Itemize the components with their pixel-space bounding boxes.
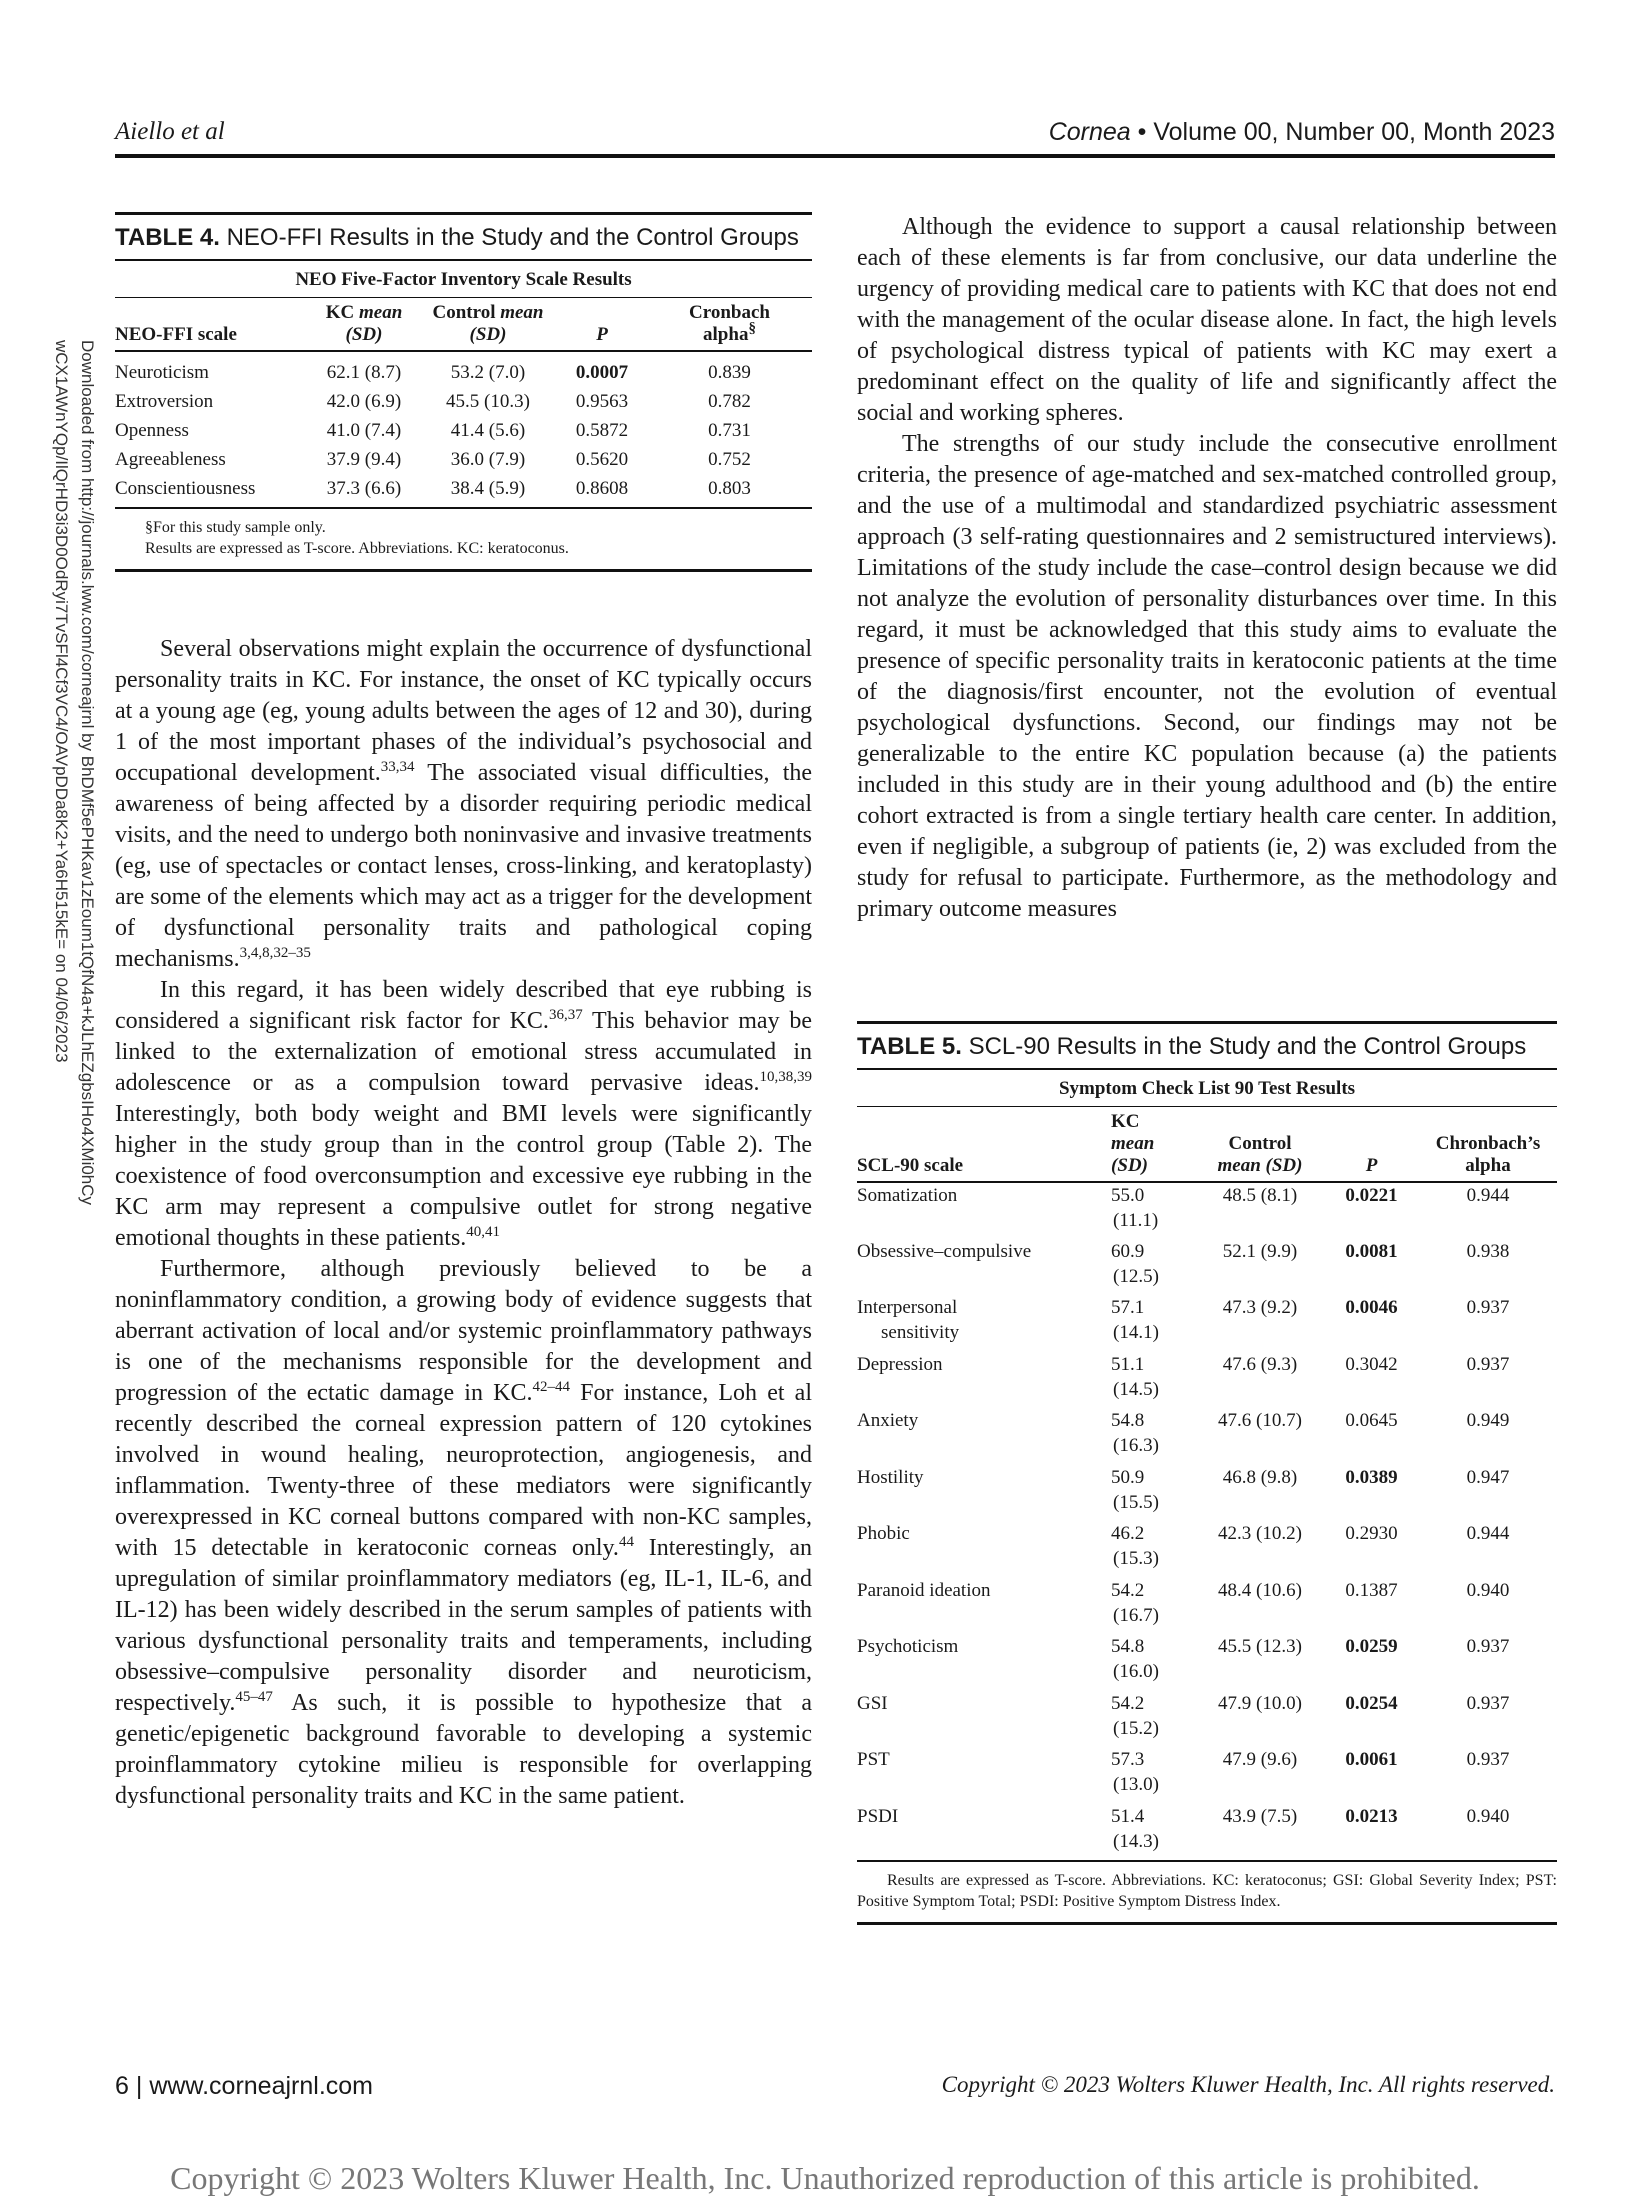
cell-p: 0.2930: [1345, 1523, 1398, 1544]
table-row: [115, 351, 812, 387]
cell-kc: 46.2 (15.3): [1111, 1523, 1159, 1569]
cell-alpha: 0.947: [1466, 1466, 1510, 1488]
col-scale: SCL-90 scale: [857, 1155, 964, 1176]
watermark-line-1: Downloaded from http://journals.lww.com/corneajrnl by BhDMf5ePHKav1zEoum1tQfN4a+kJLhEZgbsIHo4XMi0hCy: [78, 340, 97, 1206]
table-row: [857, 1747, 1557, 1804]
table-row: [115, 387, 812, 416]
header-journal: Cornea • Volume 00, Number 00, Month 2023: [1048, 118, 1555, 146]
cell-scale: PSDI: [857, 1805, 899, 1827]
cell-kc: 57.3 (13.0): [1111, 1749, 1159, 1795]
cell-scale: GSI: [857, 1692, 888, 1714]
cell-scale: Depression: [857, 1353, 943, 1375]
cell-ctrl: 48.5 (8.1): [1222, 1185, 1298, 1206]
table-row: [857, 1578, 1557, 1635]
table-4-note-1: §For this study sample only.: [145, 519, 326, 536]
col-alpha: Chronbach’s alpha: [1435, 1133, 1541, 1176]
cell-ctrl: 43.9 (7.5): [1222, 1805, 1298, 1827]
running-header: [115, 118, 1555, 158]
table-5-grid: [857, 1107, 1557, 1860]
table-4: [115, 212, 812, 572]
journal-url: www.corneajrnl.com: [149, 2072, 373, 2100]
table-row: [857, 1465, 1557, 1522]
cell-alpha: 0.937: [1466, 1297, 1510, 1318]
table-5-group-header: Symptom Check List 90 Test Results: [857, 1070, 1557, 1107]
cell-scale: Psychoticism: [857, 1636, 959, 1657]
left-column: [115, 212, 812, 1812]
cell-ctrl: 46.8 (9.8): [1222, 1466, 1298, 1488]
table-row: [857, 1408, 1557, 1465]
left-body-text: [115, 634, 812, 1812]
cell-scale: Neuroticism: [115, 362, 209, 383]
table-row: [115, 416, 812, 445]
cell-scale: Obsessive–compulsive: [857, 1240, 1032, 1262]
cell-kc: 37.9 (9.4): [326, 449, 402, 470]
paragraph: Furthermore, although previously believed to be a noninflammatory condition, a growing body of evidence suggests that aberrant activation of local and/or systemic proinflammatory pathways is one of the mechanisms responsible for the development and progression of the ectatic damage in KC.$^{42-44}$ For instance, Loh et al recently described the corneal expression pattern of 120 cytokines involved in wound healing, neuroprotection, angiogenesis, and inflammation. Twenty-three of these mediators were significantly overexpressed in KC corneal buttons compared with non-KC samples, with 15 detectable in keratoconic corneas only.$^{44}$ Interestingly, an upregulation of similar proinflammatory mediators (eg, IL-1, IL-6, and IL-12) has been widely described in the serum samples of patients with various dysfunctional personality traits and temperaments, including obsessive–compulsive personality disorder and neuroticism, respectively.$^{45-47}$ As such, it is possible to hypothesize that a genetic/epigenetic background favorable to developing a systemic proinflammatory cytokine milieu is responsible for overlapping dysfunctional personality traits and KC in the same patient.: [115, 1256, 813, 1809]
right-body-text: [857, 212, 1557, 925]
table-row: [857, 1804, 1557, 1861]
table-row: [857, 1634, 1557, 1691]
cell-ctrl: 52.1 (9.9): [1222, 1240, 1298, 1262]
cell-scale: Extroversion: [115, 391, 214, 412]
cell-ctrl: 47.3 (9.2): [1222, 1297, 1298, 1318]
table-5-body: [857, 1182, 1557, 1860]
journal-issue: Volume 00, Number 00, Month 2023: [1153, 118, 1555, 146]
cell-p: 0.0221: [1345, 1185, 1398, 1206]
col-p: P: [596, 324, 608, 345]
cell-ctrl: 36.0 (7.9): [450, 449, 526, 470]
copyright-banner: Copyright © 2023 Wolters Kluwer Health, Inc. Unauthorized reproduction of this article is prohibited.: [170, 2160, 1480, 2196]
table-4-grid: [115, 298, 812, 507]
col-kc: KC mean (SD): [325, 302, 403, 345]
table-4-note-2: Results are expressed as T-score. Abbreviations. KC: keratoconus.: [145, 540, 569, 557]
cell-scale: Openness: [115, 420, 189, 441]
cell-alpha: 0.949: [1466, 1410, 1510, 1431]
cell-alpha: 0.940: [1466, 1579, 1510, 1601]
cell-kc: 37.3 (6.6): [326, 478, 402, 499]
cell-kc: 62.1 (8.7): [326, 362, 402, 383]
cell-kc: 60.9 (12.5): [1111, 1240, 1159, 1287]
cell-alpha: 0.839: [708, 362, 751, 383]
page-number: 6: [115, 2072, 129, 2100]
cell-p: 0.5872: [575, 420, 629, 441]
table-row: [857, 1239, 1557, 1296]
cell-alpha: 0.944: [1466, 1185, 1510, 1206]
cell-p: 0.0254: [1345, 1692, 1398, 1714]
cell-ctrl: 48.4 (10.6): [1218, 1579, 1302, 1601]
cell-ctrl: 47.6 (10.7): [1218, 1410, 1302, 1431]
paragraph: The strengths of our study include the consecutive enrollment criteria, the presence of age-matched and sex-matched controlled group, and the use of a multimodal and standardized psychiatric assessment approach (3 self-rating questionnaires and 2 semistructured interviews). Limitations of the study include the case–control design because we did not analyze the evolution of personality disturbances over time. In this regard, it must be acknowledged that this study aims to evaluate the presence of specific personality traits in keratoconic patients at the time of the diagnosis/first encounter, not the evolution of eventual psychological dysfunctions. Second, our findings may not be generalizable to the entire KC population because (a) the patients included in this study are in their young adulthood and (b) the entire cohort extracted is from a single tertiary health care center. In addition, even if negligible, a subgroup of patients (ie, 2) was excluded from the study for refusal to participate. Furthermore, as the methodology and primary outcome measures: [857, 431, 1557, 922]
col-control: Control mean (SD): [1217, 1133, 1303, 1176]
cell-ctrl: 53.2 (7.0): [450, 362, 526, 383]
cell-p: 0.0389: [1345, 1466, 1398, 1488]
cell-ctrl: 47.9 (10.0): [1218, 1692, 1302, 1714]
cell-scale: Phobic: [857, 1523, 910, 1544]
cell-ctrl: 45.5 (10.3): [446, 391, 530, 412]
col-control: Control mean (SD): [432, 302, 544, 345]
cell-scale: Agreeableness: [115, 449, 226, 470]
cell-p: 0.9563: [575, 391, 629, 412]
cell-kc: 54.8 (16.3): [1111, 1410, 1159, 1456]
table-row: [857, 1352, 1557, 1409]
cell-alpha: 0.782: [708, 391, 751, 412]
watermark-line-2: wCX1AWnYQp/IlQrHD3i3D0OdRyi7TvSFl4Cf3VC4/OAVpDDa8K2+Ya6H515kE= on 04/06/2023: [52, 340, 71, 1063]
cell-scale: Hostility: [857, 1466, 924, 1488]
download-watermark: [48, 340, 100, 1340]
col-scale: NEO-FFI scale: [115, 324, 237, 345]
paragraph: In this regard, it has been widely described that eye rubbing is considered a significant risk factor for KC.$^{36,37}$ This behavior may be linked to the externalization of emotional stress accumulated in adolescence or as a compulsion toward pervasive ideas.$^{10,38,39}$ Interestingly, both body weight and BMI levels were significantly higher in the study group than in the control group (Table 2). The coexistence of food overconsumption and excessive eye rubbing in the KC arm may represent a compulsive outlet for strong negative emotional thoughts in these patients.$^{40,41}$: [115, 977, 813, 1251]
cell-alpha: 0.938: [1466, 1240, 1510, 1262]
table-row: [857, 1521, 1557, 1578]
page-footer-left: 6 | www.corneajrnl.com: [115, 2072, 373, 2100]
cell-ctrl: 47.9 (9.6): [1222, 1749, 1298, 1770]
paragraph: Several observations might explain the occurrence of dysfunctional personality traits in KC. For instance, the onset of KC typically occurs at a young age (eg, young adults between the ages of 12 and 30), during 1 of the most important phases of the individual’s psychosocial and occupational development.$^{33,34}$ The associated visual difficulties, the awareness of being affected by a disorder requiring periodic medical visits, and the need to undergo both noninvasive and invasive treatments (eg, use of spectacles or contact lenses, cross-linking, and keratoplasty) are some of the elements which may act as a trigger for the development of dysfunctional personality traits and pathological coping mechanisms.$^{3,4,8,32-35}$: [115, 636, 813, 972]
cell-ctrl: 47.6 (9.3): [1222, 1353, 1298, 1375]
cell-alpha: 0.937: [1466, 1353, 1510, 1375]
header-authors: Aiello et al: [115, 118, 225, 145]
table-row: [115, 445, 812, 474]
cell-p: 0.1387: [1345, 1579, 1398, 1601]
cell-scale: Conscientiousness: [115, 478, 256, 499]
cell-kc: 41.0 (7.4): [326, 420, 402, 441]
table-4-caption: TABLE 4. NEO-FFI Results in the Study and the Control Groups: [115, 215, 812, 261]
cell-kc: 54.8 (16.0): [1111, 1636, 1159, 1682]
cell-scale: Anxiety: [857, 1410, 919, 1431]
paragraph: Although the evidence to support a causal relationship between each of these elements is far from conclusive, our data underline the urgency of providing medical care to patients with KC that does not end with the management of the ocular disease alone. In fact, the high levels of psychological distress typical of patients with KC may exert a predominant effect on the quality of life and significantly affect the social and working spheres.: [857, 214, 1557, 426]
col-kc: KC mean (SD): [1111, 1111, 1155, 1176]
table-4-group-header: NEO Five-Factor Inventory Scale Results: [115, 261, 812, 298]
table-5-note: Results are expressed as T-score. Abbreviations. KC: keratoconus; GSI: Global Severity Index; PST: Positive Symptom Total; PSDI: Positive Symptom Distress Index.: [857, 1860, 1557, 1922]
table-row: [857, 1295, 1557, 1352]
cell-p: 0.0081: [1345, 1240, 1398, 1262]
cell-kc: 57.1 (14.1): [1111, 1297, 1159, 1343]
cell-alpha: 0.937: [1466, 1692, 1510, 1714]
cell-kc: 54.2 (16.7): [1111, 1579, 1159, 1626]
table-row: [857, 1691, 1557, 1748]
cell-ctrl: 42.3 (10.2): [1218, 1523, 1302, 1544]
cell-alpha: 0.731: [708, 420, 751, 441]
table-4-body: [115, 351, 812, 507]
cell-ctrl: 41.4 (5.6): [450, 420, 526, 441]
cell-ctrl: 38.4 (5.9): [450, 478, 526, 499]
cell-p: 0.8608: [575, 478, 629, 499]
table-row: [857, 1182, 1557, 1239]
right-column: [857, 212, 1557, 1925]
cell-kc: 55.0 (11.1): [1111, 1185, 1159, 1231]
cell-alpha: 0.944: [1466, 1523, 1510, 1544]
cell-kc: 42.0 (6.9): [326, 391, 402, 412]
cell-kc: 54.2 (15.2): [1111, 1692, 1159, 1739]
journal-name: Cornea: [1048, 118, 1131, 146]
cell-scale: Somatization: [857, 1185, 958, 1206]
cell-scale: PST: [857, 1749, 890, 1770]
cell-p: 0.0046: [1345, 1297, 1398, 1318]
footer-copyright: Copyright © 2023 Wolters Kluwer Health, Inc. All rights reserved.: [941, 2072, 1555, 2097]
cell-alpha: 0.803: [708, 478, 751, 499]
cell-p: 0.0259: [1345, 1636, 1398, 1657]
cell-scale: Paranoid ideation: [857, 1579, 991, 1601]
cell-alpha: 0.752: [708, 449, 751, 470]
table-5: [857, 1021, 1557, 1925]
cell-ctrl: 45.5 (12.3): [1218, 1636, 1302, 1657]
cell-p: 0.0645: [1345, 1410, 1398, 1431]
cell-p: 0.0213: [1345, 1805, 1398, 1827]
cell-alpha: 0.937: [1466, 1749, 1510, 1770]
table-4-notes: [115, 507, 812, 569]
cell-p: 0.0007: [575, 362, 629, 383]
table-row: [115, 474, 812, 507]
cell-kc: 51.1 (14.5): [1111, 1353, 1159, 1400]
cell-kc: 51.4 (14.3): [1111, 1805, 1159, 1852]
col-p: P: [1365, 1155, 1378, 1176]
table-5-caption: TABLE 5. SCL-90 Results in the Study and the Control Groups: [857, 1024, 1557, 1070]
cell-alpha: 0.940: [1466, 1805, 1510, 1827]
cell-alpha: 0.937: [1466, 1636, 1510, 1657]
cell-p: 0.5620: [575, 449, 629, 470]
cell-kc: 50.9 (15.5): [1111, 1466, 1159, 1513]
cell-p: 0.0061: [1345, 1749, 1398, 1770]
col-alpha: Cronbach alpha§: [689, 302, 770, 345]
cell-p: 0.3042: [1345, 1353, 1398, 1375]
cell-scale: Interpersonal sensitivity: [857, 1297, 960, 1343]
